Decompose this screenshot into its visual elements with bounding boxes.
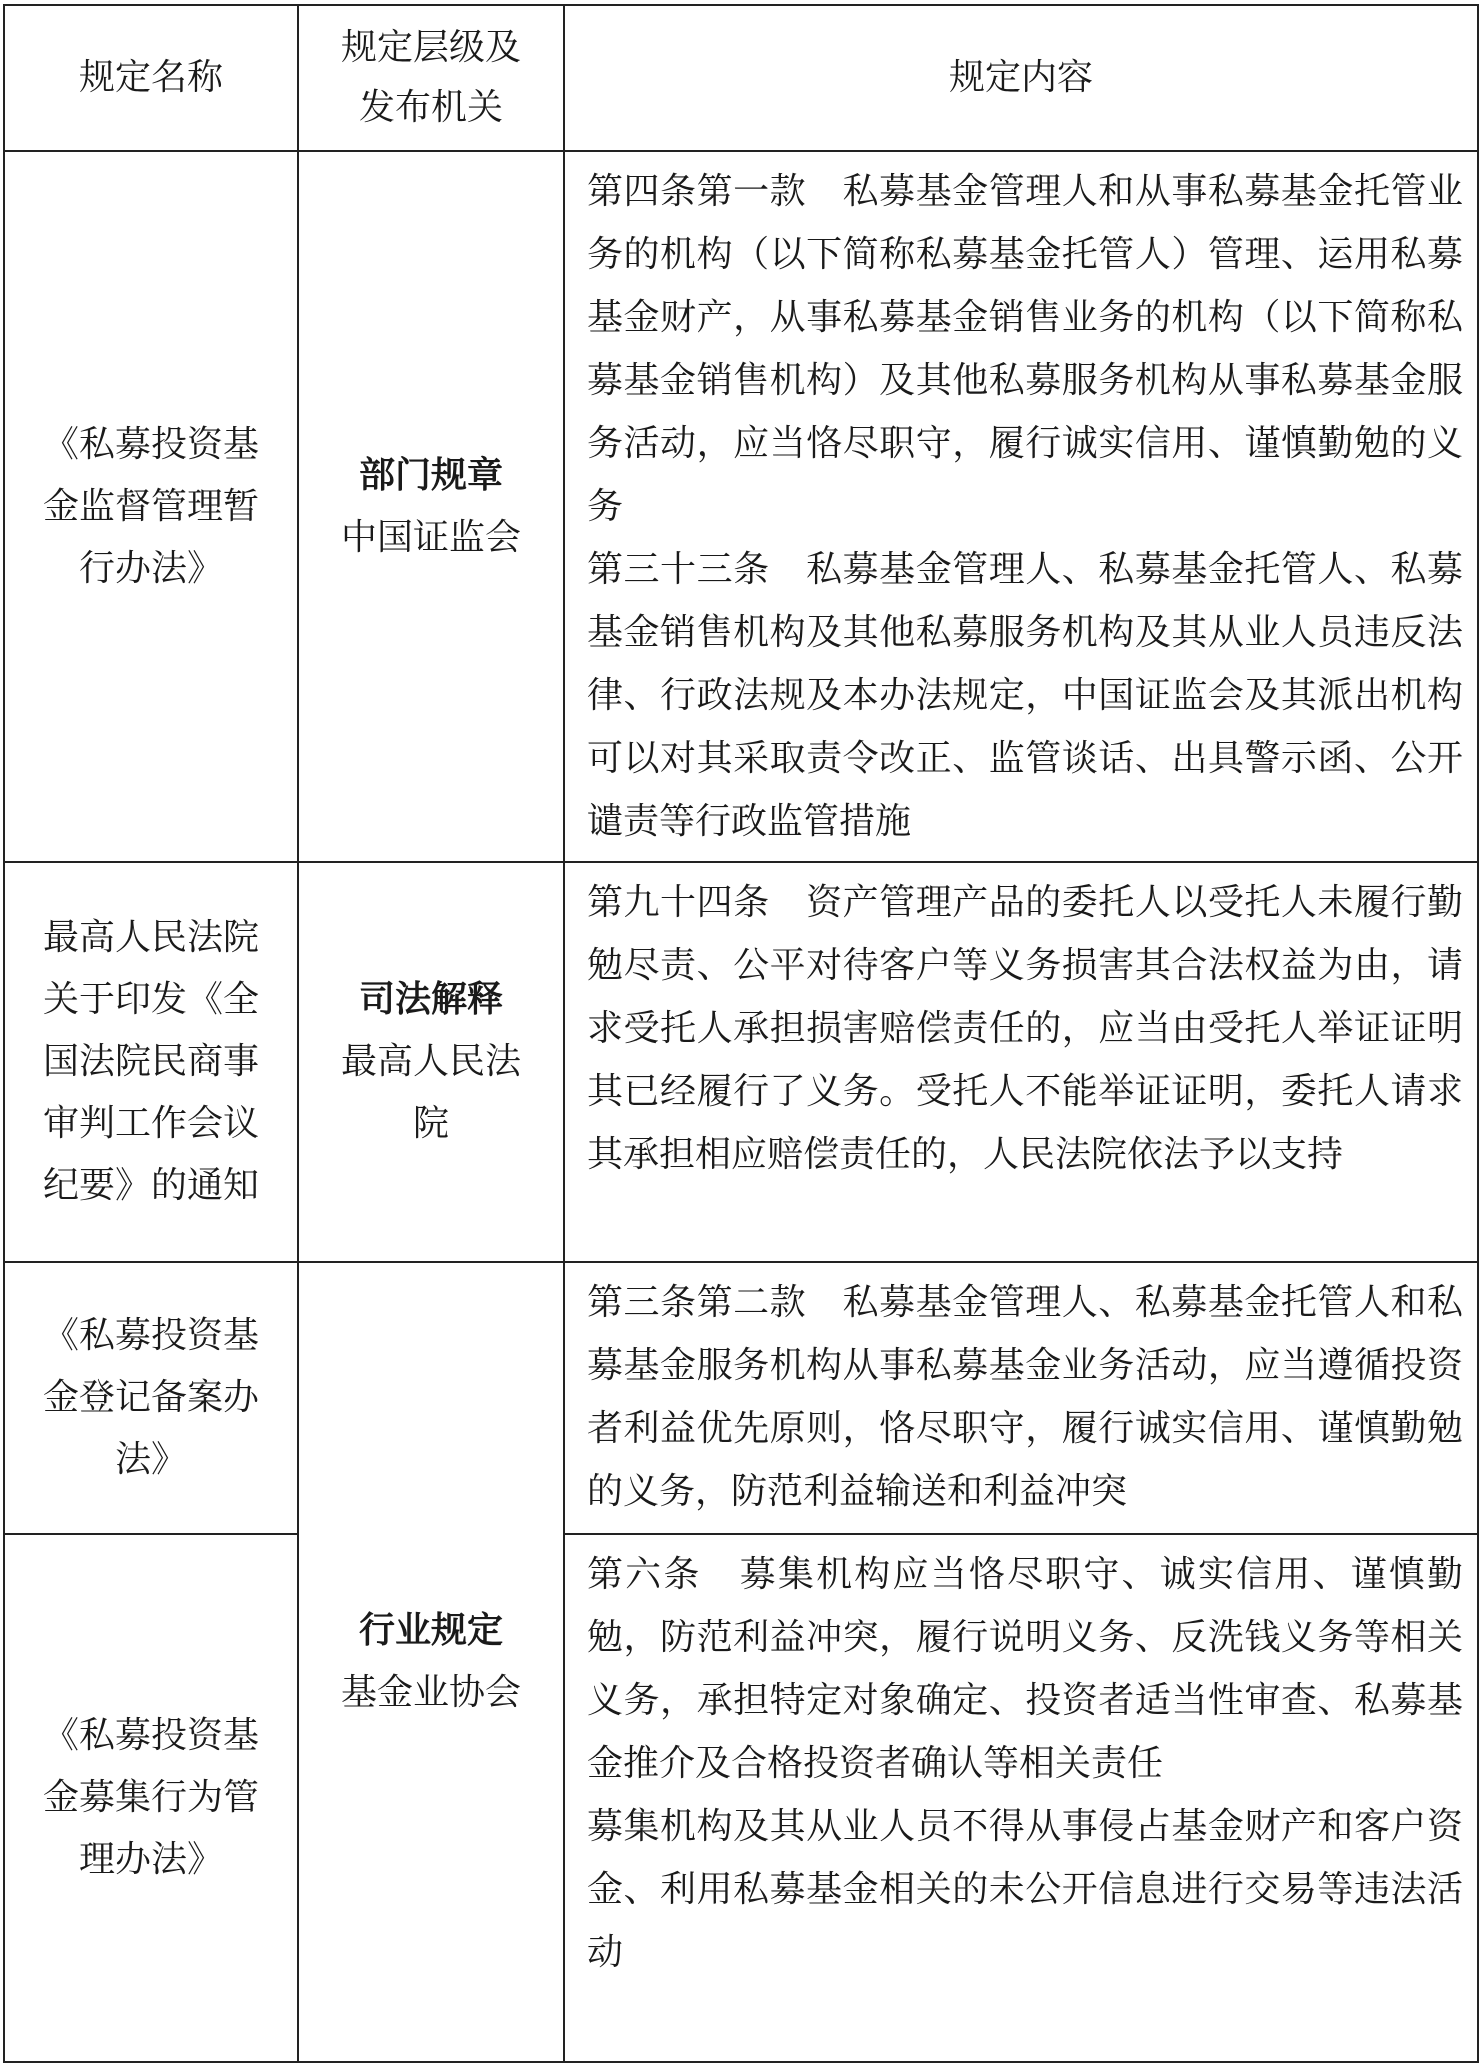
content-paragraph: 募集机构及其从业人员不得从事侵占基金财产和客户资金、利用私募基金相关的未公开信息进行交易等违法活动 [587,1806,1463,1973]
level-org: 中国证监会 [340,516,521,558]
regulation-content [564,1534,1478,2062]
regulation-level [298,151,564,862]
regulation-name: 《私募投资基金募集行为管理办法》 [4,1534,298,2062]
regulation-content [564,151,1478,862]
content-paragraph: 第三十三条 私募基金管理人、私募基金托管人、私募基金销售机构及其他私募服务机构及其从业人员违反法律、行政法规及本办法规定，中国证监会及其派出机构可以对其采取责令改正、监管谈话、出具警示函、公开谴责等行政监管措施 [587,549,1463,842]
regulation-name: 最高人民法院关于印发《全国法院民商事审判工作会议纪要》的通知 [4,862,298,1262]
regulation-level [298,862,564,1262]
content-paragraph: 第六条 募集机构应当恪尽职守、诚实信用、谨慎勤勉，防范利益冲突，履行说明义务、反洗钱义务等相关义务，承担特定对象确定、投资者适当性审查、私募基金推介及合格投资者确认等相关责任 [587,1554,1463,1784]
table-row [4,862,1478,1262]
table-row [4,151,1478,862]
regulation-name: 《私募投资基金监督管理暂行办法》 [4,151,298,862]
regulation-name: 《私募投资基金登记备案办法》 [4,1262,298,1534]
content-paragraph: 第三条第二款 私募基金管理人、私募基金托管人和私募基金服务机构从事私募基金业务活动，应当遵循投资者利益优先原则，恪尽职守，履行诚实信用、谨慎勤勉的义务，防范利益输送和利益冲突 [587,1282,1463,1512]
table-row [4,1262,1478,1534]
content-paragraph: 第四条第一款 私募基金管理人和从事私募基金托管业务的机构（以下简称私募基金托管人）管理、运用私募基金财产，从事私募基金销售业务的机构（以下简称私募基金销售机构）及其他私募服务机构从事私募基金服务活动，应当恪尽职守，履行诚实信用、谨慎勤勉的义务 [587,171,1463,527]
regulation-level [298,1262,564,2062]
regulation-content [564,1262,1478,1534]
regulation-content [564,862,1478,1262]
level-title: 行业规定 [358,1610,503,1651]
header-name: 规定名称 [4,5,298,151]
level-title: 部门规章 [358,454,503,496]
header-level: 规定层级及发布机关 [298,5,564,151]
header-content: 规定内容 [564,5,1478,151]
table-row [4,1534,1478,2062]
table-header-row [4,5,1478,151]
content-paragraph: 第九十四条 资产管理产品的委托人以受托人未履行勤勉尽责、公平对待客户等义务损害其合法权益为由，请求受托人承担损害赔偿责任的，应当由受托人举证证明其已经履行了义务。受托人不能举证证明，委托人请求其承担相应赔偿责任的，人民法院依法予以支持 [587,882,1463,1175]
regulation-table [3,4,1479,2063]
level-org: 最高人民法院 [340,1041,521,1144]
level-org: 基金业协会 [340,1672,521,1713]
level-title: 司法解释 [358,979,503,1020]
